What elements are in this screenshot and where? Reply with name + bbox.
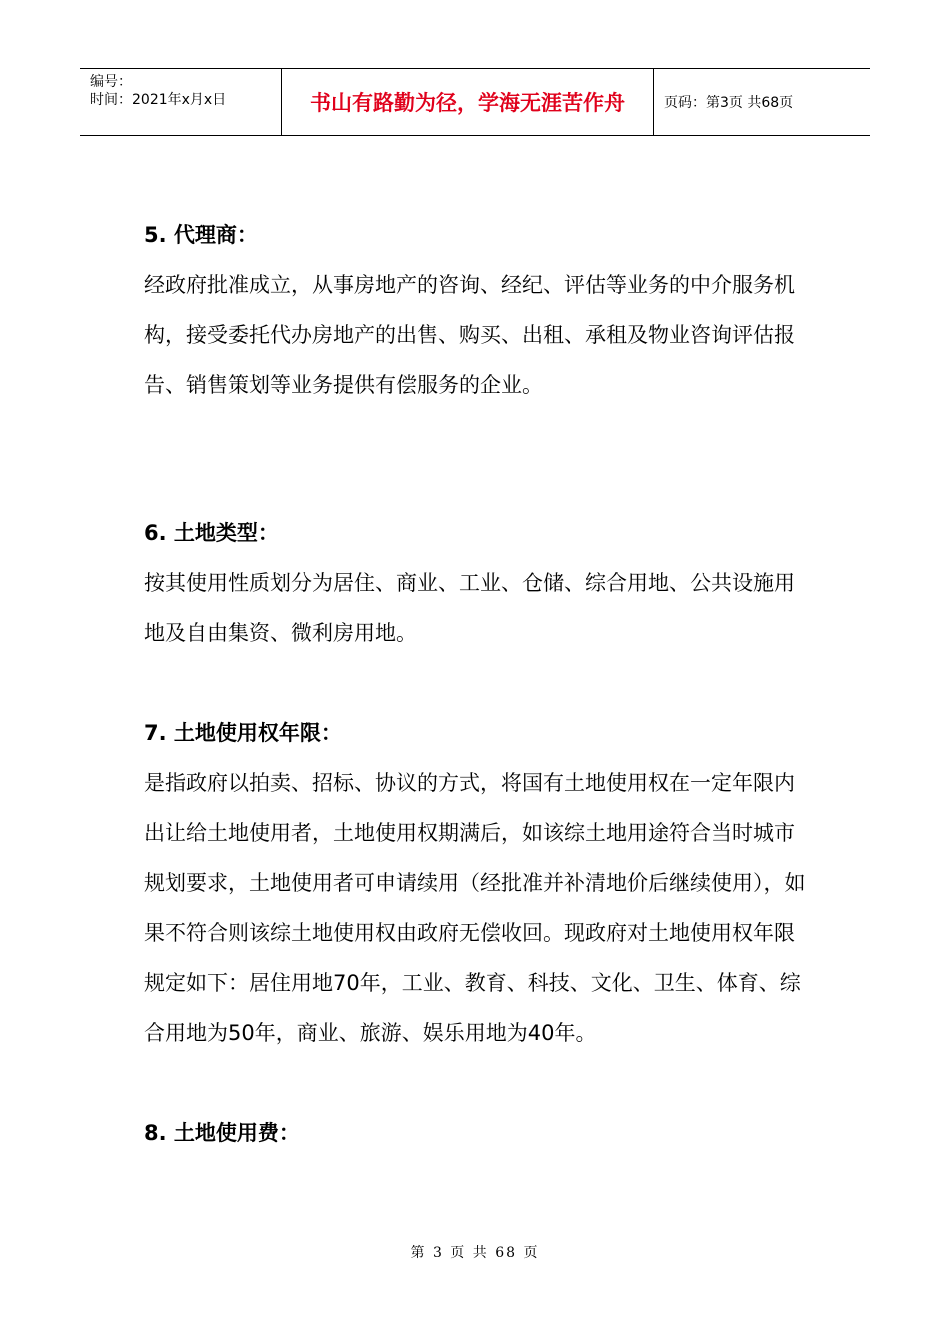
header-number-label: 编号：	[90, 74, 132, 90]
header-motto: 书山有路勤为径，学海无涯苦作舟	[282, 69, 654, 135]
section-paragraph-6: 按其使用性质划分为居住、商业、工业、仓储、综合用地、公共设施用地及自由集资、微利房用地。	[144, 571, 795, 645]
document-body	[144, 210, 814, 1158]
section-spacer	[144, 410, 814, 508]
page-header	[80, 68, 870, 136]
section-heading-6: 6. 土地类型：	[144, 521, 279, 545]
section-paragraph-5: 经政府批准成立，从事房地产的咨询、经纪、评估等业务的中介服务机构，接受委托代办房地产的出售、购买、出租、承租及物业咨询评估报告、销售策划等业务提供有偿服务的企业。	[144, 273, 795, 397]
section-spacer	[144, 658, 814, 708]
section-heading-5: 5. 代理商：	[144, 223, 258, 247]
page-footer: 第 3 页 共 68 页	[410, 1245, 540, 1261]
section-spacer	[144, 1058, 814, 1108]
section-heading-7: 7. 土地使用权年限：	[144, 721, 342, 745]
section-paragraph-7: 是指政府以拍卖、招标、协议的方式，将国有土地使用权在一定年限内出让给土地使用者，土地使用权期满后，如该综土地用途符合当时城市规划要求，土地使用者可申请续用（经批准并补清地价后继续使用），如果不符合则该综土地使用权由政府无偿收回。现政府对土地使用权年限规定如下：居住用地70年，工业、教育、科技、文化、卫生、体育、综合用地为50年，商业、旅游、娱乐用地为40年。	[144, 771, 806, 1045]
header-page-info: 页码：第3页 共68页	[664, 95, 794, 111]
header-time-label: 时间：2021年x月x日	[90, 92, 227, 108]
header-meta	[80, 69, 282, 135]
section-heading-8: 8. 土地使用费：	[144, 1121, 300, 1145]
